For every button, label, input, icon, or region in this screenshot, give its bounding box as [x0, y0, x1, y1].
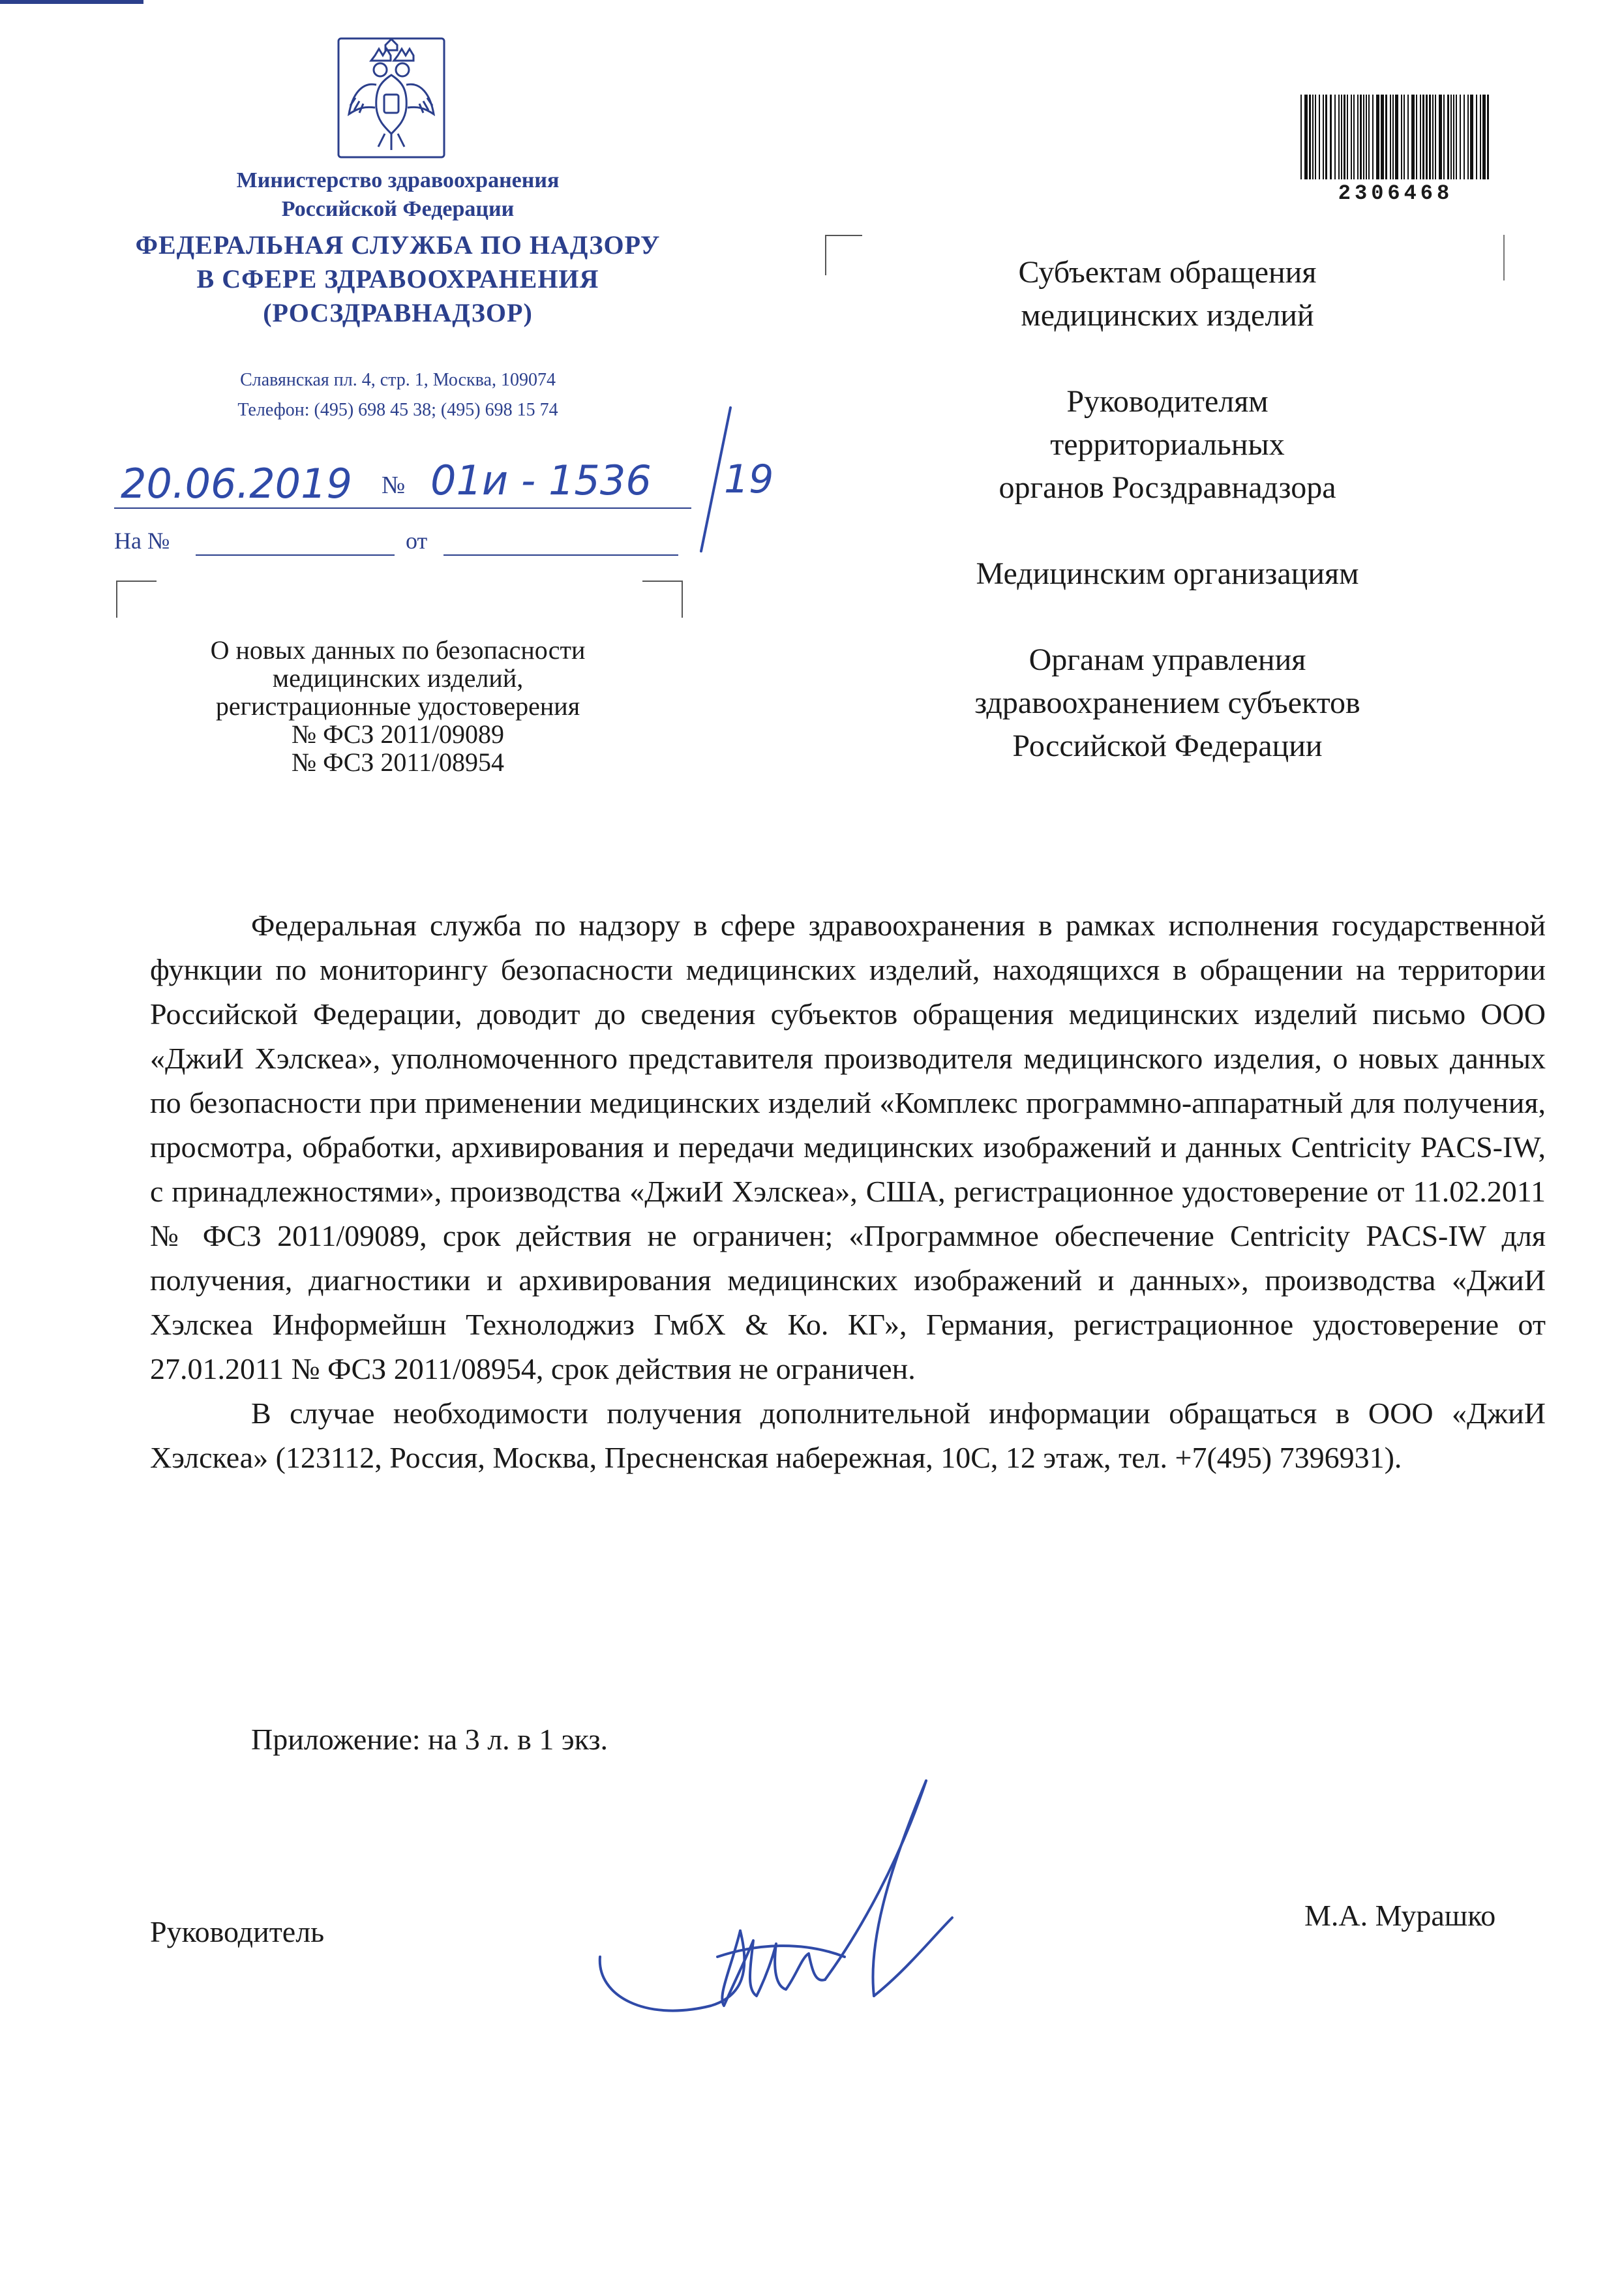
barcode-bar — [1480, 95, 1481, 179]
service-line: ФЕДЕРАЛЬНАЯ СЛУЖБА ПО НАДЗОРУ — [135, 230, 661, 260]
barcode-bar — [1341, 95, 1342, 179]
subject-line: О новых данных по безопасности — [210, 635, 586, 665]
barcode-bar — [1334, 95, 1336, 179]
addressee-line: органов Росздравнадзора — [999, 470, 1336, 505]
barcode-bar — [1357, 95, 1359, 179]
barcode-bar — [1439, 95, 1442, 179]
letter-body — [150, 903, 1546, 1480]
barcode-bar — [1460, 95, 1461, 179]
barcode-bar — [1344, 95, 1345, 179]
address-bracket-left — [825, 235, 862, 275]
addressee-line: Субъектам обращения — [1018, 255, 1317, 290]
addressee-block — [874, 251, 1461, 337]
barcode-bar — [1381, 95, 1384, 179]
service-line: (РОСЗДРАВНАДЗОР) — [263, 298, 533, 327]
barcode-bar — [1323, 95, 1324, 179]
body-paragraph: В случае необходимости получения дополнительной информации обращаться в ООО «ДжиИ Хэлскеа» (123112, Россия, Москва, Пресненская набережная, 10С, 12 этаж, тел. +7(495) 7396931). — [150, 1397, 1546, 1474]
registration-year: 19 — [724, 457, 774, 502]
barcode-bar — [1487, 95, 1489, 179]
reference-number-blank — [196, 554, 395, 556]
address-bracket-right — [1503, 235, 1505, 280]
subject-line: регистрационные удостоверения — [215, 691, 580, 721]
barcode-bar — [1390, 95, 1391, 179]
addressee-line: Руководителям — [1066, 384, 1269, 419]
barcode-bar — [1447, 95, 1449, 179]
barcode-bar — [1392, 95, 1394, 179]
barcode-bar — [1353, 95, 1355, 179]
attachment-note: Приложение: на 3 л. в 1 экз. — [251, 1723, 608, 1756]
addressee-block — [874, 552, 1461, 596]
barcode-bar — [1368, 95, 1370, 179]
subject-line: медицинских изделий, — [272, 663, 524, 693]
address-line: Телефон: (495) 698 45 38; (495) 698 15 74 — [237, 400, 558, 420]
barcode-bar — [1300, 95, 1302, 179]
barcode-bar — [1376, 95, 1379, 179]
reference-date-label: от — [406, 528, 428, 554]
letter-subject — [117, 636, 678, 776]
ministry-line: Министерство здравоохранения — [236, 168, 560, 192]
barcode-bar — [1304, 95, 1308, 179]
barcode-bar — [1416, 95, 1417, 179]
ministry-line: Российской Федерации — [281, 197, 515, 221]
barcode-bar — [1453, 95, 1454, 179]
barcode-bar — [1411, 95, 1415, 179]
barcode-bar — [1426, 95, 1428, 179]
barcode-bar — [1435, 95, 1436, 179]
barcode-bar — [1330, 95, 1332, 179]
barcode-bar — [1476, 95, 1477, 179]
registration-underline — [114, 507, 691, 509]
registration-number-sign: № — [382, 472, 406, 499]
signer-name: М.А. Мурашко — [1304, 1899, 1496, 1932]
subject-bracket-right — [642, 581, 683, 618]
barcode-bar — [1315, 95, 1316, 179]
signer-title: Руководитель — [150, 1915, 325, 1948]
reference-date-blank — [443, 554, 678, 556]
barcode-bar — [1309, 95, 1311, 179]
barcode-bar — [1360, 95, 1362, 179]
subject-line: № ФСЗ 2011/09089 — [291, 719, 505, 749]
addressee-line: Российской Федерации — [1012, 729, 1323, 763]
service-name — [91, 228, 704, 330]
reference-number-label: На № — [114, 528, 170, 554]
handwritten-signature-icon — [587, 1761, 991, 2035]
barcode-bar — [1420, 95, 1421, 179]
corner-mark — [0, 0, 143, 4]
ministry-name — [130, 166, 665, 224]
addressee-block — [874, 639, 1461, 768]
barcode-bar — [1404, 95, 1405, 179]
barcode-bar — [1325, 95, 1327, 179]
russian-coat-of-arms-icon — [336, 36, 447, 160]
barcode-bar — [1443, 95, 1445, 179]
body-paragraph: Федеральная служба по надзору в сфере здравоохранения в рамках исполнения государственной функции по мониторингу безопасности медицинских изделий, находящихся в обращении на территории Российской Федерации, доводит до сведения субъектов обращения медицинских изделий письмо ООО «ДжиИ Хэлскеа», уполномоченного представителя производителя медицинского изделия, о новых данных по безопасности при применении медицинских изделий «Комплекс программно-аппаратный для получения, просмотра, обработки, архивирования и передачи медицинских изображений и данных Centricity PACS-IW, с принадлежностями», производства «ДжиИ Хэлскеа», США, регистрационное удостоверение от 11.02.2011 № ФСЗ 2011/09089, срок действия не ограничен; «Программное обеспечение Centricity PACS-IW для получения, диагностики и архивирования медицинских изображений и данных», производства «ДжиИ Хэлскеа Информейшн Технолоджиз ГмбХ & Ко. КГ», Германия, регистрационное удостоверение от 27.01.2011 № ФСЗ 2011/08954, срок действия не ограничен. — [150, 909, 1546, 1385]
registration-date: 20.06.2019 — [121, 460, 352, 507]
addressee-line: Органам управления — [1029, 642, 1306, 677]
barcode-bar — [1347, 95, 1348, 179]
addressee-line: Медицинским организациям — [976, 556, 1359, 591]
subject-bracket-left — [116, 581, 157, 618]
barcode-bar — [1351, 95, 1352, 179]
barcode-bar — [1407, 95, 1409, 179]
addressee-line: территориальных — [1050, 427, 1285, 462]
addressee-line: медицинских изделий — [1021, 298, 1314, 333]
barcode-bar — [1470, 95, 1473, 179]
registration-slash — [691, 404, 743, 554]
barcode-bar — [1363, 95, 1364, 179]
barcode-bar — [1401, 95, 1402, 179]
address-line: Славянская пл. 4, стр. 1, Москва, 109074 — [240, 370, 556, 390]
addressee-block — [874, 380, 1461, 509]
subject-line: № ФСЗ 2011/08954 — [291, 748, 505, 777]
addressee-line: здравоохранением субъектов — [974, 686, 1360, 720]
barcode-bar — [1482, 95, 1486, 179]
barcode-bar — [1366, 95, 1367, 179]
barcode-bar — [1319, 95, 1320, 179]
barcode-bar — [1464, 95, 1465, 179]
barcode-bar — [1432, 95, 1434, 179]
barcode — [1298, 95, 1494, 179]
registration-number: 01и - 1536 — [430, 457, 652, 504]
barcode-bar — [1385, 95, 1387, 179]
service-line: В СФЕРЕ ЗДРАВООХРАНЕНИЯ — [196, 264, 599, 294]
barcode-bar — [1395, 95, 1398, 179]
barcode-bar — [1372, 95, 1374, 179]
barcode-bar — [1450, 95, 1452, 179]
barcode-bar — [1422, 95, 1424, 179]
addressees — [874, 251, 1461, 768]
barcode-bar — [1467, 95, 1469, 179]
barcode-bar — [1429, 95, 1431, 179]
barcode-bar — [1338, 95, 1340, 179]
barcode-number: 2306468 — [1338, 181, 1454, 205]
service-address — [130, 365, 665, 425]
barcode-bar — [1312, 95, 1314, 179]
barcode-bar — [1456, 95, 1457, 179]
